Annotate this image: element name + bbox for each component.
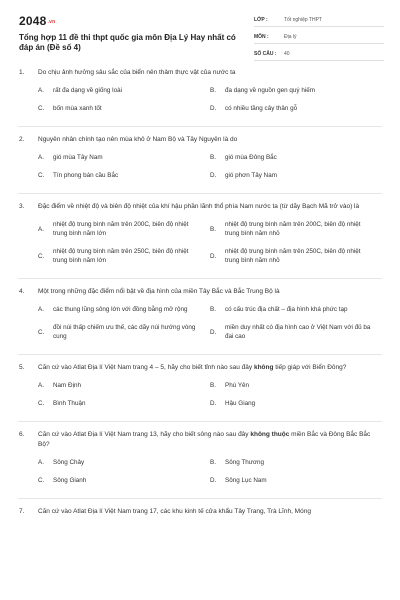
option-grid [0, 458, 400, 494]
option-b[interactable] [210, 458, 382, 467]
option-d[interactable] [210, 104, 382, 113]
option-letter: A. [38, 87, 44, 94]
question-7 [0, 507, 400, 517]
option-letter: D. [210, 400, 217, 407]
question-text-emphasis: không thuộc [250, 431, 290, 438]
option-b[interactable] [210, 305, 382, 314]
option-text: Hậu Giang [225, 400, 256, 407]
question-number: 6. [19, 431, 25, 438]
option-letter: C. [38, 252, 45, 260]
option-text: Sông Thương [225, 459, 265, 466]
page-title: Tổng hợp 11 đề thi thpt quốc gia môn Địa Lý Hay nhất có đáp án (Đề số 4) [19, 33, 236, 52]
question-stem [0, 68, 400, 78]
option-b[interactable] [210, 381, 382, 390]
option-letter: D. [210, 328, 217, 336]
option-grid [0, 381, 400, 417]
question-text-part: Căn cứ vào Atlat Địa lí Việt Nam trang 13, hãy cho biết sông nào sau đây [38, 431, 251, 438]
meta-label: SỐ CÂU : [254, 51, 277, 57]
option-text: nhiệt độ trung bình năm trên 250C, biên độ nhiệt trung bình năm lớn [53, 248, 189, 264]
option-d[interactable] [210, 247, 382, 265]
question-number: 2. [19, 136, 25, 143]
question-list [0, 68, 400, 517]
meta-label: MÔN : [254, 34, 269, 40]
question-text-part: Căn cứ vào Atlat Địa lí Việt Nam trang 4 – 5, hãy cho biết tỉnh nào sau đây [38, 364, 254, 371]
option-text: gió phơn Tây Nam [225, 172, 277, 179]
option-grid [0, 305, 400, 350]
option-c[interactable] [38, 171, 210, 180]
option-d[interactable] [210, 399, 382, 408]
option-text: nhiệt độ trung bình năm trên 200C, biên độ nhiệt trung bình năm lớn [53, 221, 189, 237]
option-letter: B. [210, 225, 216, 233]
question-text: Căn cứ vào Atlat Địa lí Việt Nam trang 17, các khu kinh tế cửa khẩu Tây Trang, Trà Lĩnh, Móng [38, 508, 311, 515]
option-c[interactable] [38, 247, 210, 265]
option-letter: B. [210, 87, 216, 94]
option-letter: D. [210, 477, 217, 484]
option-letter: B. [210, 459, 216, 466]
option-letter: B. [210, 306, 216, 313]
option-d[interactable] [210, 476, 382, 485]
question-4 [0, 287, 400, 355]
option-a[interactable] [38, 381, 210, 390]
option-grid [0, 86, 400, 122]
option-letter: B. [210, 154, 216, 161]
meta-value: 40 [284, 51, 290, 57]
option-b[interactable] [210, 153, 382, 162]
option-text: Bình Thuận [53, 400, 86, 407]
option-letter: D. [210, 172, 217, 179]
option-letter: A. [38, 306, 44, 313]
question-3 [0, 202, 400, 279]
option-grid [0, 153, 400, 189]
option-text: Sông Lục Nam [225, 477, 267, 484]
divider [18, 354, 382, 355]
question-stem [0, 287, 400, 297]
option-text: đồi núi thấp chiếm ưu thế, các dãy núi hướng vòng cung [53, 324, 196, 340]
option-text: Phú Yên [225, 382, 250, 389]
option-letter: C. [38, 400, 45, 407]
meta-info [254, 14, 384, 65]
option-c[interactable] [38, 104, 210, 113]
option-b[interactable] [210, 86, 382, 95]
question-text: Nguyên nhân chính tạo nên mùa khô ở Nam Bộ và Tây Nguyên là do [38, 136, 238, 143]
option-d[interactable] [210, 171, 382, 180]
option-a[interactable] [38, 305, 210, 314]
question-text [38, 430, 380, 450]
question-text-part: tiếp giáp với Biển Đông? [273, 364, 347, 371]
option-letter: B. [210, 382, 216, 389]
question-6 [0, 430, 400, 499]
option-letter: C. [38, 172, 45, 179]
meta-row-class [254, 14, 384, 27]
option-a[interactable] [38, 86, 210, 95]
question-stem [0, 507, 400, 517]
option-text: nhiệt độ trung bình năm trên 250C, biên độ nhiệt trung bình năm nhỏ [225, 248, 361, 264]
option-grid [0, 220, 400, 274]
question-text: Đặc điểm về nhiệt độ và biên độ nhiệt của khí hậu phần lãnh thổ phía Nam nước ta (từ dãy Bạch Mã trở vào) là [38, 203, 360, 210]
question-stem [0, 430, 400, 450]
option-c[interactable] [38, 323, 210, 341]
divider [18, 421, 382, 422]
option-letter: A. [38, 225, 44, 233]
option-text: có cấu trúc địa chất – địa hình khá phức tạp [225, 306, 348, 313]
meta-row-subject [254, 31, 384, 44]
question-text-part: miền Bắc và Đông Bắc Bắc Bộ? [38, 431, 371, 448]
meta-label: LỚP : [254, 17, 268, 23]
option-letter: C. [38, 328, 45, 336]
option-c[interactable] [38, 476, 210, 485]
divider [18, 278, 382, 279]
question-stem [0, 363, 400, 373]
option-letter: D. [210, 252, 217, 260]
option-text: Sông Chảy [53, 459, 85, 466]
question-text: Một trong những đặc điểm nổi bật về địa hình của miền Tây Bắc và Bắc Trung Bộ là [38, 288, 280, 295]
option-d[interactable] [210, 323, 382, 341]
question-stem [0, 135, 400, 145]
logo-text: 2048 [19, 14, 47, 28]
option-letter: A. [38, 459, 44, 466]
option-a[interactable] [38, 153, 210, 162]
question-text-emphasis: không [253, 364, 274, 371]
option-text: Nam Định [53, 382, 81, 389]
divider [18, 498, 382, 499]
option-a[interactable] [38, 458, 210, 467]
option-text: đa dạng về nguồn gen quý hiếm [225, 87, 315, 94]
option-letter: D. [210, 105, 217, 112]
question-2 [0, 135, 400, 194]
question-number: 7. [19, 508, 25, 515]
question-text: Do chịu ảnh hưởng sâu sắc của biển nên thảm thực vật của nước ta [38, 69, 236, 76]
question-1 [0, 68, 400, 127]
option-text: nhiệt độ trung bình năm trên 200C, biên độ nhiệt trung bình năm nhỏ [225, 221, 361, 237]
option-text: Tín phong bán cầu Bắc [53, 172, 119, 179]
question-number: 4. [19, 288, 25, 295]
option-letter: A. [38, 154, 44, 161]
question-5 [0, 363, 400, 422]
question-number: 1. [19, 69, 25, 76]
option-a[interactable] [38, 220, 210, 238]
option-text: gió mùa Đông Bắc [225, 154, 277, 161]
option-letter: C. [38, 105, 45, 112]
option-b[interactable] [210, 220, 382, 238]
document-header [0, 0, 400, 60]
option-letter: C. [38, 477, 45, 484]
meta-value: Tốt nghiệp THPT [284, 17, 322, 23]
meta-row-count [254, 48, 384, 61]
option-c[interactable] [38, 399, 210, 408]
question-text [38, 363, 380, 373]
question-number: 5. [19, 364, 25, 371]
option-letter: A. [38, 382, 44, 389]
option-text: các thung lũng sông lớn với đồng bằng mở rộng [53, 306, 188, 313]
option-text: có nhiều tầng cây thân gỗ [225, 105, 298, 112]
option-text: bốn mùa xanh tốt [53, 105, 102, 112]
site-logo[interactable] [19, 14, 55, 28]
question-stem [0, 202, 400, 212]
option-text: rất đa dạng về giống loài [53, 87, 122, 94]
option-text: Sông Gianh [53, 477, 87, 484]
question-number: 3. [19, 203, 25, 210]
divider [18, 126, 382, 127]
meta-value: Địa lý [284, 34, 297, 40]
logo-domain: .vn [47, 19, 56, 25]
option-text: gió mùa Tây Nam [53, 154, 103, 161]
divider [18, 193, 382, 194]
option-text: miền duy nhất có địa hình cao ở Việt Nam với đủ ba đai cao [225, 324, 371, 340]
